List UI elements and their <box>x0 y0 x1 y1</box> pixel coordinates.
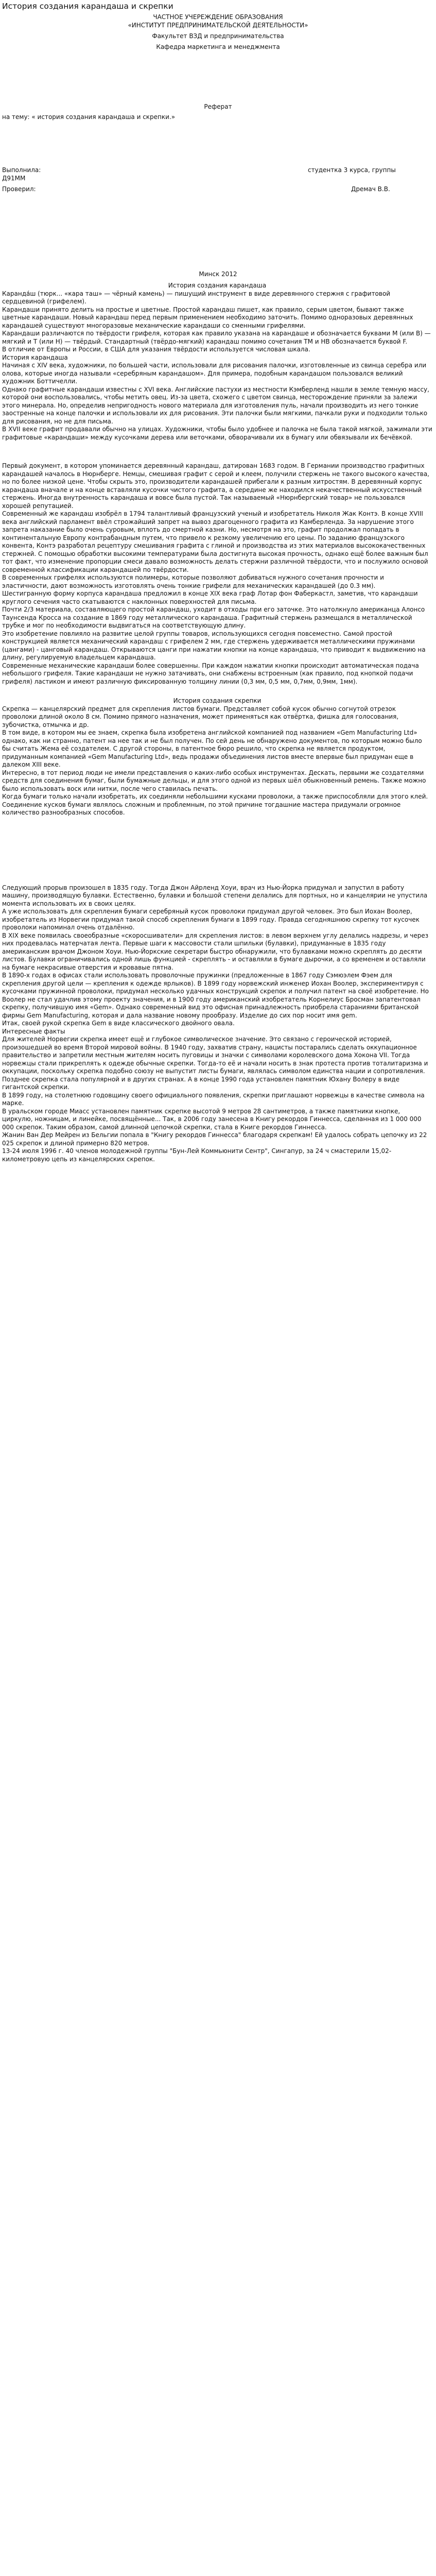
body-paragraph: Начиная с XIV века, художники, по большей части, использовали для рисования палочки, изготовленные из свинца серебра или олова, которые иногда называли «серебряным карандашом». Для примера, подобным карандашом пользовался великий художник Боттичелли. <box>2 362 427 385</box>
body-paragraph: Современные механические карандаши более совершенны. При каждом нажатии кнопки происходит автоматическая подача небольшого грифеля. Такие карандаши не нужно затачивать, они снабжены встроенным (как правило, под кнопкой подачи грифеля) ластиком и имеют различную фиксированную толщину линии (0,3 мм, 0,5 мм, 0,7мм, 0,9мм, 1мм). <box>2 662 419 685</box>
body-paragraph: Карандаши принято делить на простые и цветные. Простой карандаш пишет, как правило, серым цветом, бывают также цветные карандаши. Новый карандаш перед первым применением необходимо заточить. Помимо одноразовых деревянных карандашей существуют многоразовые механические карандаши со сменными грифелями. <box>2 306 413 329</box>
body-paragraph: А уже использовать для скрепления бумаги серебряный кусок проволоки придумал другой человек. Это был Иохан Воолер, изобретатель из Норвегии придумал такой способ скрепления бумаги в 1899 году. Правда сегодняшнюю скрепку тот кусочек проволоки напоминал очень отдалённо. <box>2 908 420 931</box>
body-paragraph: В уральском городе Миасс установлен памятник скрепке высотой 9 метров 28 сантиметров, а также памятники кнопке, циркулю, ножницам, и линейке, посвящённые... Так, в 2006 году занесена в Книгу рекордов Гиннесса, сделанная из 1 000 000 000 скрепок. Таким образом, самой длинной цепочкой скрепки, стала в Книге рекордов Гиннесса. <box>2 1107 422 1131</box>
body-paragraph: История карандаша <box>2 353 68 361</box>
body-paragraph: В отличие от Европы и России, в США для указания твёрдости используется числовая шкала. <box>2 346 310 353</box>
paragraph-spacer <box>2 442 432 462</box>
paragraph-spacer <box>2 817 432 884</box>
body-paragraph: Когда бумаги только начали изобретать, их соединяли небольшими кусками проволоки, а также приспособляли для этого клей. Соединение кусков бумаги являлось сложным и проблемным, по этой причине тогдашние мастера придумали огромное количество разнообразных способов. <box>2 793 428 816</box>
body-paragraph: В том виде, в котором мы ее знаем, скрепка была изобретена английской компанией под названием «Gem Manufacturing Ltd» однако, как ни странно, патент на нее так и не был получен. По сей день не обнаружено документов, по которым можно было бы считать Жема её создателем. С другой стороны, в патентное бюро решило, что скрепка не является продуктом, придуманным компанией «Gem Manufacturing Ltd», ведь продажи объединения листов вместе впервые был придуман еще в далеком XIII веке. <box>2 729 422 768</box>
body-paragraph: Почти 2/3 материала, составляющего простой карандаш, уходит в отходы при его заточке. Это натолкнуло американца Алонсо Таунсенда Кросса на создание в 1869 году металлического карандаша. Графитный стержень размещался в металлической трубке и мог по необходимости выдвигаться на соответствующую длину. <box>2 606 425 629</box>
body-paragraph: Скрепка — канцелярский предмет для скрепления листов бумаги. Представляет собой кусок обычно согнутой отрезок проволоки длиной около 8 см. Помимо прямого назначения, может применяться как отвёртка, фишка для голосования, зубочистка, отмычка и др. <box>2 705 399 728</box>
paragraph-spacer <box>2 686 432 697</box>
body-paragraph: В XIX веке появилась своеобразные «скоросшиватели» для скрепления листов: в левом верхнем углу делались надрезы, и через них продевалась матерчатая лента. Первые шаги к массовости стали шпильки (булавки), придуманные в 1835 году американским врачом Джоном Хоуи. Нью-Йоркские секретари быстро обнаружили, что булавками можно скреплять до десяти листов. Булавки ограничивались одной лишь функцией - скреплять - и оставляли в бумаге дырочки, а со временем и оставляли на бумаге некрасивые отверстия и кровавые пятна. <box>2 931 429 971</box>
body-paragraph: В современных грифелях используются полимеры, которые позволяют добиваться нужного сочетания прочности и эластичности, дают возможность изготовлять очень тонкие грифели для механических карандашей (до 0.3 мм). <box>2 574 384 589</box>
body-paragraph: Первый документ, в котором упоминается деревянный карандаш, датирован 1683 годом. В Германии производство графитных карандашей началось в Нюрнберге. Немцы, смешивая графит с серой и клеем, получили стержень не такого высокого качества, но по более низкой цене. Чтобы скрыть это, производители карандашей прибегали к разным хитростям. В деревянный корпус карандаша вначале и на конце вставляли кусочки чистого графита, а середине же находился некачественный искусственный стержень. Иногда внутренность карандаша и вовсе была пустой. Так называемый «Нюрнбергский товар» не пользовался хорошей репутацией. <box>2 462 429 510</box>
body-paragraph: В 1890-х годах в офисах стали использовать проволочные пружинки (предложенные в 1867 году Сэмюэлем Фэем для скрепления другой цели — крепления к одежде ярлыков). В 1899 году норвежский инженер Иохан Воолер, экспериментируя с кусочками пружинной проволоки, придумал несколько удачных конструкций скрепок и получил патент на своё изобретение. Но Воолер не стал удачлив этому проекту значения, и в 1900 году американский изобретатель Корнелиус Бросман запатентовал скрепку, получившую имя «Gem». Однако современный вид это офисная принадлежность приобрела стараниями британской фирмы Gem Manufacturing, которая и дала название новому прообразу. Изделие до сих пор носит имя gem. <box>2 972 429 1019</box>
body-paragraph: Итак, своей рукой скрепка Gem в виде классического двойного овала. <box>2 1020 235 1027</box>
body-paragraph: Это изобретение повлияло на развитие целой группы товаров, использующихся сегодня повсеместно. Самой простой конструкцией является механический карандаш с грифелем 2 мм, где стержень удерживается металлическими пружинами (цангами) - цанговый карандаш. Открываются цанги при нажатии кнопки на конце карандаша, что приводит к выдвижению на длину, регулируемую владельцем карандаша. <box>2 630 426 661</box>
faculty-line: Факультет ВЗД и предпринимательства <box>152 32 284 40</box>
document-body <box>2 282 432 1163</box>
body-paragraph: Однако графитные карандаши известны с XVI века. Английские пастухи из местности Кэмберленд нашли в земле темную массу, которой они воспользовались, чтобы метить овец. Из-за цвета, схожего с цветом свинца, месторождение приняли за залежи этого минерала. Но, определив непригодность нового материала для изготовления пуль, начали производить из него тонкие заостренные на конце палочки и использовали их для рисования. Эти палочки были мягкими, пачкали руки и подходили только для рисования, но не для письма. <box>2 385 429 425</box>
body-paragraph: В XVII веке графит продавали обычно на улицах. Художники, чтобы было удобнее и палочка не была такой мягкой, зажимали эти графитовые «карандаши» между кусочками дерева или веточками, обворачивали их в бумагу или обвязывали их бечёвкой. <box>2 426 432 441</box>
document-topic: на тему: « история создания карандаша и скрепки.» <box>2 113 176 121</box>
city-year: Минск 2012 <box>199 270 237 278</box>
body-paragraph: В 1899 году, на столетнюю годовщину своего официального появления, скрепки приглашают норвежцы в качестве символа на марке. <box>2 1091 425 1107</box>
body-paragraph: Жанин Ван Дер Мейрен из Бельгии попала в "Книгу рекордов Гиннесса" благодаря скрепкам! Ей удалось собрать цепочку из 22 025 скрепок и длиной примерно 820 метров. <box>2 1131 427 1147</box>
org-line-2: «ИНСТИТУТ ПРЕДПРИНИМАТЕЛЬСКОЙ ДЕЯТЕЛЬНОСТИ» <box>128 22 308 29</box>
group-code: Д91ММ <box>2 175 26 182</box>
checked-label: Проверил: <box>2 185 36 193</box>
body-paragraph: Каранда́ш (тюрк... «кара таш» — чёрный камень) — пишущий инструмент в виде деревянного стержня с графитовой сердцевиной (грифелем). <box>2 290 391 305</box>
section-heading: История создания карандаша <box>168 282 267 289</box>
body-paragraph: Карандаши различаются по твёрдости грифеля, которая как правило указана на карандаше и обозначается буквами M (или B) — мягкий и T (или H) — твёрдый. Стандартный (твёрдо-мягкий) карандаш помимо сочетания ТМ и HB обозначается буквой F. <box>2 330 431 345</box>
student-info: студентка 3 курса, группы <box>308 166 396 174</box>
document-type: Реферат <box>204 103 232 110</box>
body-paragraph: Современный же карандаш изобрёл в 1794 талантливый французский ученый и изобретатель Николя Жак Контэ. В конце XVIII века английский парламент ввёл строжайший запрет на вывоз драгоценного графита из Камберленда. За нарушение этого запрета наказание было очень суровым, вплоть до смертной казни. Но, несмотря на это, графит продолжал попадать в континентальную Европу контрабандным путем, что привело к резкому увеличению его цены. По заданию французского конвента, Контэ разработал рецептуру смешивания графита с глиной и производства из этих материалов высококачественных стержней. С помощью обработки высокими температурами была достигнута высокая прочность, однако ещё более важным был тот факт, что изменение пропорции смеси давало возможность делать стержни различной твёрдости, что и послужило основой современной классификации карандашей по твёрдости. <box>2 510 428 573</box>
performed-label: Выполнила: <box>2 166 41 174</box>
body-paragraph: Следующий прорыв произошел в 1835 году. Тогда Джон Айрленд Хоуи, врач из Нью-Йорка придумал и запустил в работу машину, производящую булавки. Естественно, булавки и большой степени делались для портных, но и канцелярии не упустила момента использовать их в своих целях. <box>2 884 428 907</box>
body-paragraph: Интересно, в тот период люди не имели представления о каких-либо особых инструментах. Дескать, первыми же создателями средств для соединения бумаг, были бумажные дельцы, и для этого одной из первых шёл обыкновенный ремень. Также можно было использовать воск или нитки, после чего ставилась печать. <box>2 769 426 792</box>
org-line-1: ЧАСТНОЕ УЧЕРЕЖДЕНИЕ ОБРАЗОВАНИЯ <box>153 13 283 21</box>
document-title: История создания карандаша и скрепки <box>2 2 173 11</box>
body-paragraph: Интересные факты <box>2 1027 65 1035</box>
body-paragraph: 13-24 июля 1996 г. 40 членов молодежной группы "Бун-Лей Коммьюнити Сентр", Сингапур, за 24 ч смастерили 15,02-километровую цепь из канцелярских скрепок. <box>2 1147 392 1163</box>
checker-name: Дремач В.В. <box>351 185 390 193</box>
body-paragraph: Шестигранную форму корпуса карандаша предложил в конце XIX века граф Лотар фон Фаберкастл, заметив, что карандаши круглого сечения часто скатываются с наклонных поверхностей для письма. <box>2 590 418 605</box>
department-line: Кафедра маркетинга и менеджмента <box>156 43 280 50</box>
section-heading: История создания скрепки <box>173 697 261 704</box>
body-paragraph: Для жителей Норвегии скрепка имеет ещё и глубокое символическое значение. Это связано с героической историей, произошедшей во время Второй мировой войны. В 1940 году, захватив страну, нацисты постарались сделать оккупационное правительство и запретили местным жителям носить пуговицы и значки с символами королевского дома Хокона VII. Тогда норвежцы стали прикреплять к одежде обычные скрепки. Тогда-то её и начали носить в знак протеста против тоталитаризма и оккупации, поскольку скрепка подобно союзу не выпустит листы бумаги, являлась символом единства нации и сопротивления. Позднее скрепка стала популярной и в других странах. А в конце 1990 года установлен памятник Юхану Волеру в виде гигантской скрепки. <box>2 1036 428 1091</box>
